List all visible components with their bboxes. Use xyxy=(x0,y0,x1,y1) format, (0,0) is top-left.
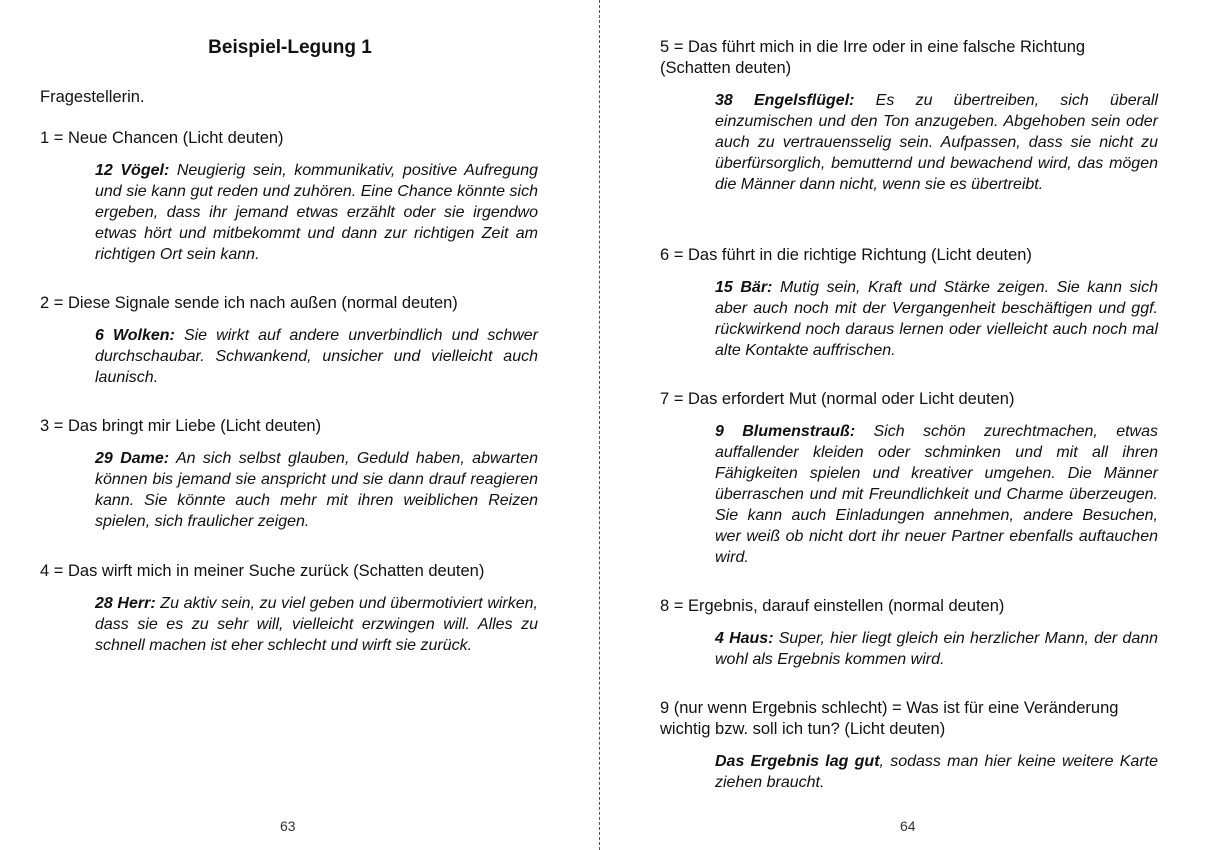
page-number: 63 xyxy=(280,818,296,834)
card-name: 4 Haus: xyxy=(715,630,774,647)
card-description xyxy=(95,593,538,656)
card-name: 6 Wolken: xyxy=(95,327,175,344)
card-text: Es zu übertreiben, sich überall einzumischen und den Ton anzugeben. Abgehoben sein oder auch zu vertrauensselig sein. Aufpassen, dass sie nicht zu überfürsorglich, bemutternd und bewachend wird, das mögen die Männer dann nicht, wenn sie es übertreibt. xyxy=(715,92,1158,193)
card-name: 38 Engelsflügel: xyxy=(715,92,855,109)
card-name: 28 Herr: xyxy=(95,595,156,612)
position-6-section xyxy=(660,245,1160,361)
left-page xyxy=(40,0,540,850)
card-description xyxy=(715,421,1158,568)
position-2-section xyxy=(40,293,540,388)
card-description xyxy=(715,277,1158,361)
card-description xyxy=(95,160,538,265)
position-heading: 2 = Diese Signale sende ich nach außen (normal deuten) xyxy=(40,294,458,312)
position-7-section xyxy=(660,389,1160,568)
position-heading: 7 = Das erfordert Mut (normal oder Licht deuten) xyxy=(660,390,1015,408)
card-text: Mutig sein, Kraft und Stärke zeigen. Sie kann sich aber auch noch mit der Vergangenheit beschäftigen und ggf. rückwirkend noch daraus lernen oder vielleicht auch noch mal alte Kontakte auffrischen. xyxy=(715,279,1158,359)
card-text: Neugierig sein, kommunikativ, positive Aufregung und sie kann gut reden und zuhören. Eine Chance könnte sich ergeben, dass ihr jemand etwas erzählt oder sie irgendwo etwas hört und mitbekommt und dann zur richtigen Zeit am richtigen Ort sein kann. xyxy=(95,162,538,263)
card-name: 15 Bär: xyxy=(715,279,773,296)
position-9-section xyxy=(660,698,1160,793)
page-divider xyxy=(599,0,600,850)
right-page xyxy=(660,0,1160,850)
card-name: Das Ergebnis lag gut xyxy=(715,753,880,770)
position-heading: 9 (nur wenn Ergebnis schlecht) = Was ist für eine Veränderung wichtig bzw. soll ich tun? (Licht deuten) xyxy=(660,699,1119,738)
position-heading: 6 = Das führt in die richtige Richtung (Licht deuten) xyxy=(660,246,1032,264)
card-name: 12 Vögel: xyxy=(95,162,170,179)
position-3-section xyxy=(40,416,540,532)
card-text: Sie wirkt auf andere unverbindlich und schwer durchschaubar. Schwankend, unsicher und vielleicht auch launisch. xyxy=(95,327,538,386)
card-name: 9 Blumenstrauß: xyxy=(715,423,856,440)
intro-text: Fragestellerin. xyxy=(40,88,145,106)
position-heading: 8 = Ergebnis, darauf einstellen (normal deuten) xyxy=(660,597,1005,615)
card-description xyxy=(95,325,538,388)
page-number: 64 xyxy=(900,818,916,834)
position-4-section xyxy=(40,561,540,656)
position-8-section xyxy=(660,596,1160,670)
position-heading: 3 = Das bringt mir Liebe (Licht deuten) xyxy=(40,417,322,435)
card-name: 29 Dame: xyxy=(95,450,170,467)
card-text: Zu aktiv sein, zu viel geben und übermotiviert wirken, dass sie es zu sehr will, vielleicht erzwingen will. Alles zu schnell machen ist eher schlecht und wirft sie zurück. xyxy=(95,595,538,654)
position-heading: 1 = Neue Chancen (Licht deuten) xyxy=(40,129,284,147)
position-heading: 4 = Das wirft mich in meiner Suche zurück (Schatten deuten) xyxy=(40,562,485,580)
card-text: An sich selbst glauben, Geduld haben, abwarten können bis jemand sie anspricht und sie dann drauf reagieren kann. Sie könnte auch mehr mit ihren weiblichen Reizen spielen, sich fraulicher zeigen. xyxy=(95,450,538,530)
card-text: Super, hier liegt gleich ein herzlicher Mann, der dann wohl als Ergebnis kommen wird. xyxy=(715,630,1159,668)
card-description xyxy=(95,448,538,532)
card-description xyxy=(715,90,1158,195)
position-1-section xyxy=(40,128,540,265)
position-heading: 5 = Das führt mich in die Irre oder in eine falsche Richtung (Schatten deuten) xyxy=(660,38,1086,77)
page-title: Beispiel-Legung 1 xyxy=(208,37,372,58)
card-description xyxy=(715,751,1158,793)
card-text: , sodass man hier keine weitere Karte ziehen braucht. xyxy=(715,753,1158,791)
card-description xyxy=(715,628,1158,670)
card-text: Sich schön zurechtmachen, etwas auffallender kleiden oder schminken und mit all ihren Fähigkeiten spielen und kreativer umgehen. Die Männer überraschen und mit Freundlichkeit und Charme überzeugen. Sie kann auch Einladungen annehmen, andere Besuchen, wer weiß ob nicht dort ihr neuer Partner ebenfalls auftauchen wird. xyxy=(715,423,1159,566)
position-5-section xyxy=(660,37,1160,195)
